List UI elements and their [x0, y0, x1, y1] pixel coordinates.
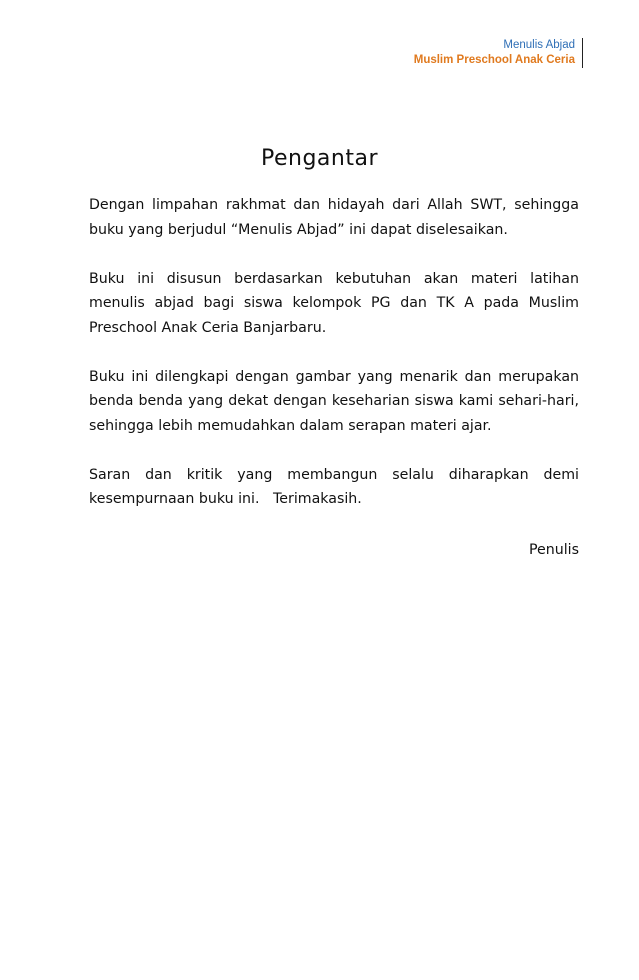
page-title: Pengantar — [260, 146, 378, 171]
header-book-title: Menulis Abjad — [503, 39, 575, 51]
signature: Penulis — [528, 542, 579, 558]
paragraph-3: Buku ini dilengkapi dengan gambar yang menarik dan merupakan benda benda yang dekat dengan keseharian siswa kami sehari-hari, sehingga lebih memudahkan dalam serapan materi ajar. — [89, 368, 579, 434]
page-header — [414, 38, 583, 68]
paragraph-2: Buku ini disusun berdasarkan kebutuhan akan materi latihan menulis abjad bagi siswa kelompok PG dan TK A pada Muslim Preschool Anak Ceria Banjarbaru. — [89, 270, 579, 336]
paragraph-4: Saran dan kritik yang membangun selalu diharapkan demi kesempurnaan buku ini. Terimakasih. — [89, 466, 584, 507]
header-school-name: Muslim Preschool Anak Ceria — [413, 54, 575, 66]
body-text — [89, 193, 584, 536]
paragraph-1: Dengan limpahan rakhmat dan hidayah dari Allah SWT, sehingga buku yang berjudul “Menulis Abjad” ini dapat diselesaikan. — [89, 197, 579, 238]
